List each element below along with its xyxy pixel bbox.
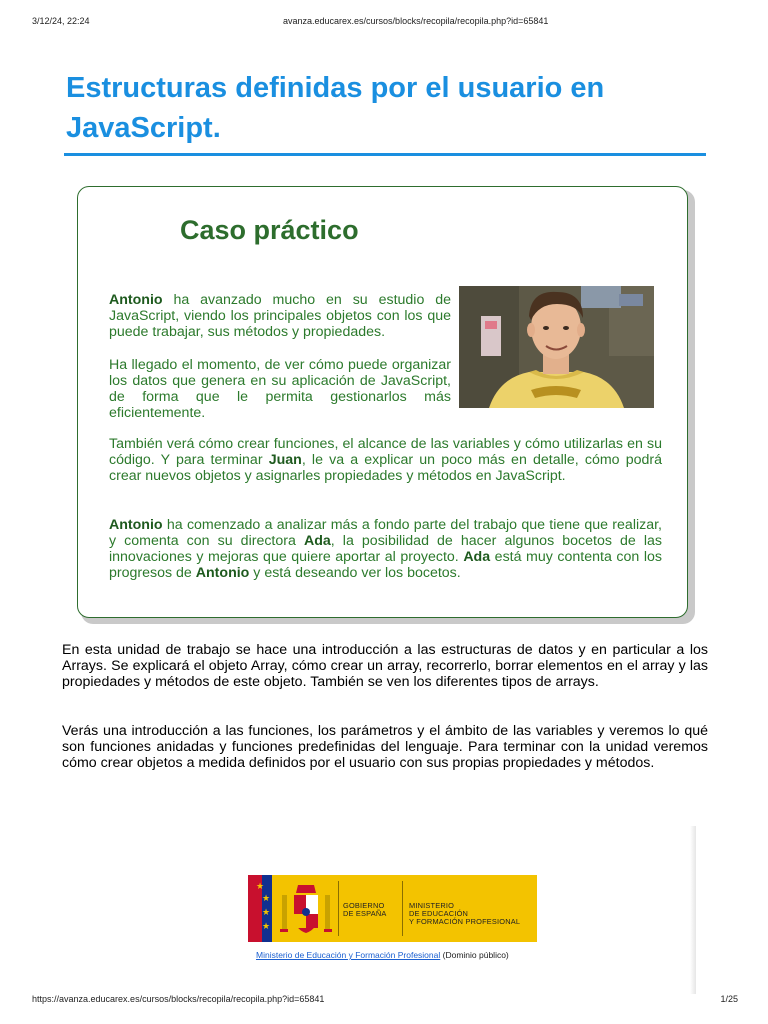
svg-text:★: ★	[255, 881, 265, 891]
gobierno-text	[343, 902, 387, 918]
intro-paragraph-2: Verás una introducción a las funciones, los parámetros y el ámbito de las variables y veremos lo qué son funciones anidadas y funciones predefinidas del lenguaje. Para terminar con la unidad veremos cómo crear objetos a medida definidos por el usuario con sus propias propiedades y métodos.	[62, 723, 708, 771]
print-footer-url: https://avanza.educarex.es/cursos/blocks/recopila/recopila.php?id=65841	[32, 994, 325, 1004]
print-datetime: 3/12/24, 22:24	[32, 16, 90, 26]
ministry-logo	[248, 875, 537, 942]
svg-text:★: ★	[261, 907, 271, 917]
case-paragraph-1	[109, 292, 451, 340]
case-paragraph-2: Ha llegado el momento, de ver cómo puede organizar los datos que genera en su aplicación de JavaScript, de forma que le permita gestionarlos más eficientemente.	[109, 357, 451, 421]
logo-divider	[338, 881, 339, 936]
case-paragraph-3	[109, 436, 662, 484]
print-header-url: avanza.educarex.es/cursos/blocks/recopila/recopila.php?id=65841	[283, 16, 549, 26]
character-name: Antonio	[109, 517, 163, 533]
logo-divider	[402, 881, 403, 936]
page-number: 1/25	[720, 994, 738, 1004]
min-line: DE EDUCACIÓN	[409, 909, 469, 918]
case-text: y está deseando ver los bocetos.	[249, 565, 461, 581]
case-text: está muy contenta con los progresos de	[109, 549, 662, 581]
min-line: MINISTERIO	[409, 901, 455, 910]
logo-caption	[256, 950, 509, 960]
case-text: ha comenzado a analizar más a fondo parte del trabajo que tiene que realizar, y comenta con su directora	[109, 517, 662, 549]
case-text: , le va a explicar un poco más en detalle, cómo podrá crear nuevos objetos y asignarles propiedades y métodos en JavaScript.	[109, 452, 662, 484]
character-name: Antonio	[109, 292, 163, 308]
ministerio-text	[409, 902, 520, 926]
title-underline	[64, 153, 706, 156]
eu-stars-icon	[248, 875, 272, 942]
case-paragraph-4	[109, 517, 662, 581]
svg-text:★: ★	[261, 921, 271, 931]
license-text: (Dominio público)	[440, 950, 509, 960]
case-heading: Caso práctico	[180, 215, 359, 245]
gov-line: GOBIERNO	[343, 901, 385, 910]
case-practico-box	[77, 186, 688, 618]
svg-text:★: ★	[261, 893, 271, 903]
case-text: , la posibilidad de hacer algunos bocetos de las innovaciones y mejoras que quiere aportar al proyecto.	[109, 533, 663, 565]
gov-line: DE ESPAÑA	[343, 909, 387, 918]
ministry-link[interactable]: Ministerio de Educación y Formación Profesional	[256, 950, 441, 960]
case-text: También verá cómo crear funciones, el alcance de las variables y cómo utilizarlas en su código. Y para terminar	[109, 436, 662, 468]
character-name: Antonio	[195, 565, 250, 581]
case-text: ha avanzado mucho en su estudio de JavaScript, viendo los principales objetos con los que puede trabajar, sus métodos y propiedades.	[109, 292, 451, 340]
coat-of-arms-icon	[278, 881, 334, 937]
page-title: Estructuras definidas por el usuario en JavaScript.	[66, 72, 605, 144]
min-line: Y FORMACIÓN PROFESIONAL	[409, 917, 521, 926]
character-name: Juan	[268, 452, 302, 468]
character-name: Ada	[303, 533, 331, 549]
character-photo	[459, 286, 654, 408]
intro-paragraph-1: En esta unidad de trabajo se hace una introducción a las estructuras de datos y en particular a los Arrays. Se explicará el objeto Array, cómo crear un array, recorrerlo, borrar elementos en el array y las propiedades y métodos de este objeto. También se ven los diferentes tipos de arrays.	[62, 642, 708, 690]
page-edge-shadow	[690, 826, 696, 994]
character-name: Ada	[463, 549, 491, 565]
